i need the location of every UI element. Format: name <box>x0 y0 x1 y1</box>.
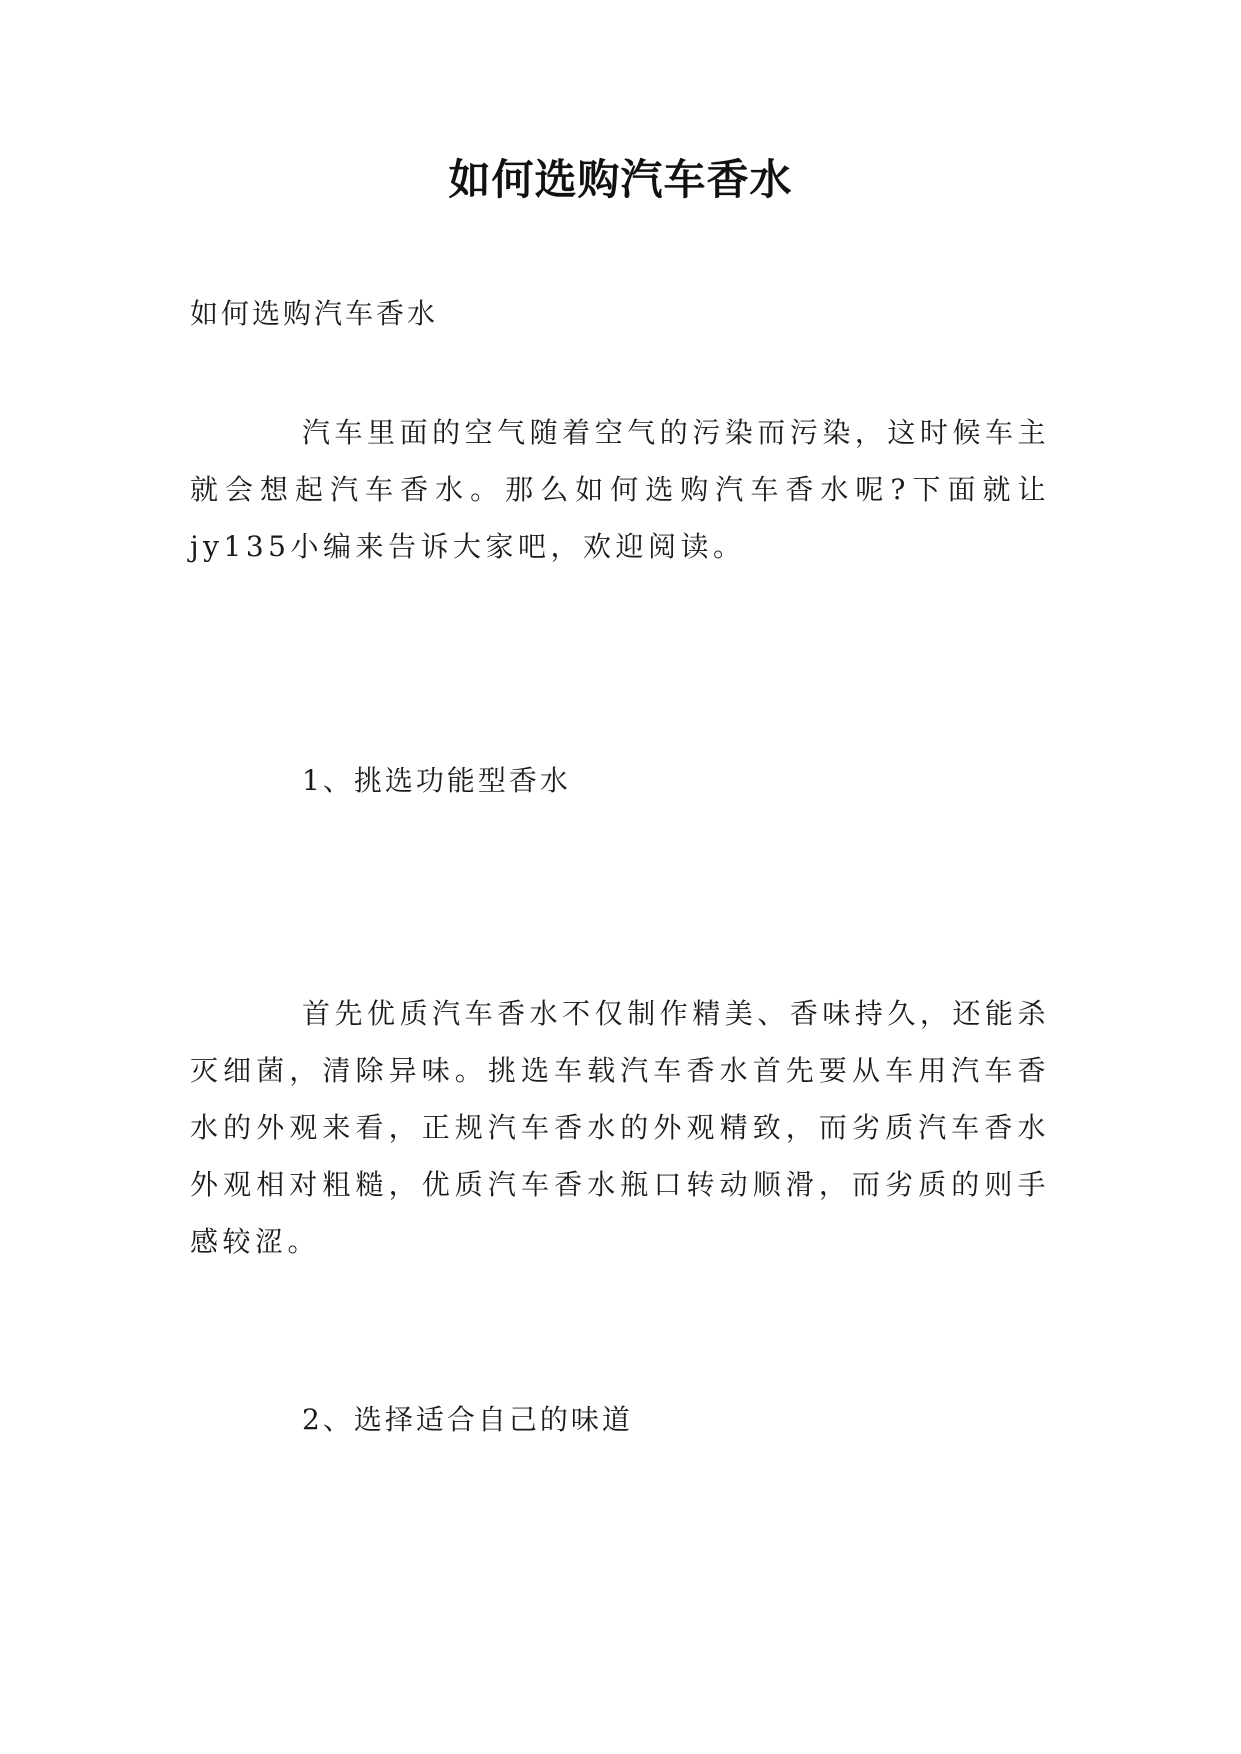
section-heading-1: 1、挑选功能型香水 <box>302 764 571 797</box>
section-heading-2: 2、选择适合自己的味道 <box>302 1403 633 1436</box>
document-title: 如何选购汽车香水 <box>448 155 793 204</box>
intro-paragraph: 汽车里面的空气随着空气的污染而污染，这时候车主就会想起汽车香水。那么如何选购汽车香水呢?下面就让jy135小编来告诉大家吧，欢迎阅读。 <box>190 416 1050 563</box>
section-paragraph-1: 首先优质汽车香水不仅制作精美、香味持久，还能杀灭细菌，清除异味。挑选车载汽车香水首先要从车用汽车香水的外观来看，正规汽车香水的外观精致，而劣质汽车香水外观相对粗糙，优质汽车香水瓶口转动顺滑，而劣质的则手感较涩。 <box>190 997 1050 1258</box>
document-subtitle: 如何选购汽车香水 <box>190 297 439 330</box>
